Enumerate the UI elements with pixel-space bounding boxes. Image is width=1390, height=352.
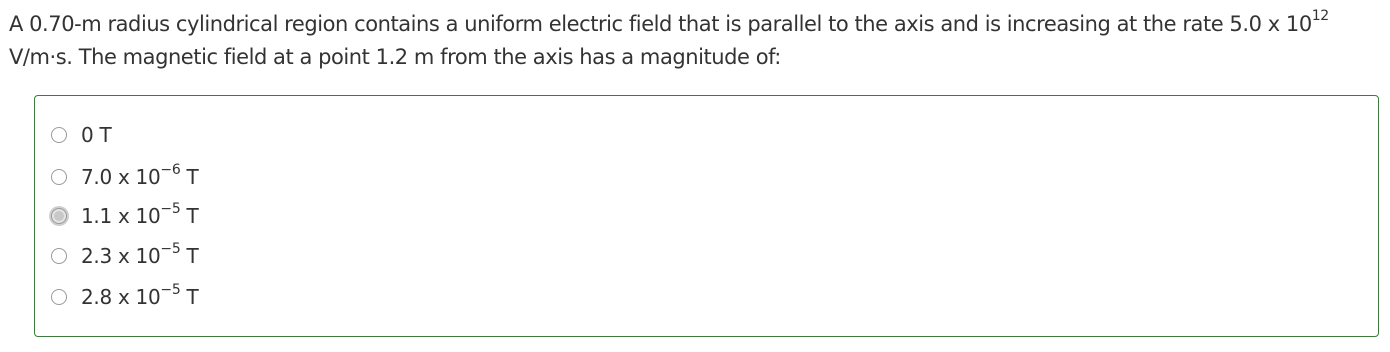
- radio-button-icon[interactable]: [51, 127, 67, 143]
- answer-option-1[interactable]: [51, 120, 111, 150]
- answer-option-4[interactable]: [51, 241, 198, 271]
- radio-button-icon[interactable]: [51, 169, 67, 185]
- option-label: 7.0 x $10^{-6}$ T: [81, 162, 199, 189]
- option-label: 1.1 x $10^{-5}$ T: [81, 201, 199, 228]
- question-exponent: 12: [1311, 8, 1329, 24]
- question-text: [9, 8, 1381, 74]
- radio-button-icon[interactable]: [51, 289, 67, 305]
- option-label: 2.3 x $10^{-5}$ T: [81, 241, 199, 268]
- answer-options-box: [34, 95, 1379, 337]
- answer-option-2[interactable]: [51, 162, 198, 192]
- option-label: 0 T: [81, 123, 112, 147]
- radio-button-icon[interactable]: [51, 248, 67, 264]
- answer-option-5[interactable]: [51, 282, 198, 312]
- answer-option-3[interactable]: [51, 201, 198, 231]
- radio-button-icon[interactable]: [51, 208, 67, 224]
- question-line2: V/m·s. The magnetic field at a point 1.2 m from the axis has a magnitude of:: [9, 45, 781, 69]
- option-label: 2.8 x $10^{-5}$ T: [81, 282, 199, 309]
- question-line1: A 0.70-m radius cylindrical region contains a uniform electric field that is parallel to the axis and is increasing at the rate 5.0 x 10: [9, 12, 1312, 36]
